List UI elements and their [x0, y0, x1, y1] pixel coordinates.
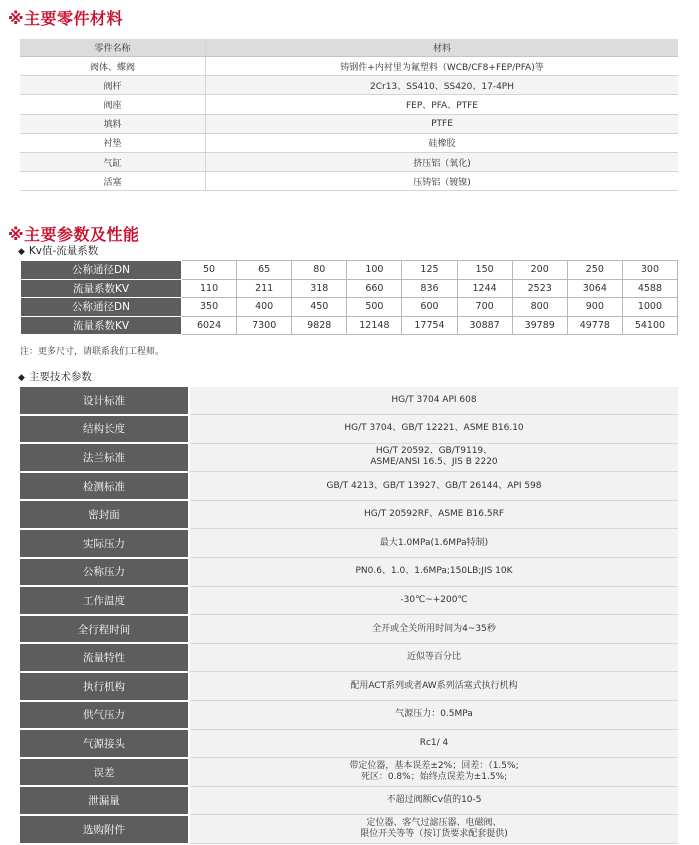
- row-label: 公称通径DN: [21, 261, 182, 280]
- param-value: [189, 387, 678, 415]
- param-value: [189, 758, 678, 787]
- table-row: [20, 443, 678, 472]
- table-cell: 7300: [237, 316, 292, 335]
- table-cell: 900: [567, 298, 622, 317]
- param-value: [189, 643, 678, 672]
- table-cell: 1244: [457, 279, 512, 298]
- part-name: 填料: [20, 114, 206, 133]
- part-name: 阀杆: [20, 76, 206, 95]
- part-material: 2Cr13、SS410、SS420、17-4PH: [206, 76, 679, 95]
- table-cell: 9828: [292, 316, 347, 335]
- param-value: [189, 786, 678, 815]
- param-label: 结构长度: [20, 415, 189, 444]
- table-cell: 6024: [182, 316, 237, 335]
- table-row: [20, 586, 678, 615]
- table-row: [20, 500, 678, 529]
- table-cell: 660: [347, 279, 402, 298]
- table-row: [20, 152, 678, 171]
- part-name: 阀座: [20, 95, 206, 114]
- section2-title: ※主要参数及性能: [8, 225, 140, 244]
- table-row: [20, 114, 678, 133]
- table-row: [20, 76, 678, 95]
- param-label: 气源接头: [20, 729, 189, 758]
- part-material: PTFE: [206, 114, 679, 133]
- table-cell: 250: [567, 261, 622, 280]
- param-value-line: 限位开关等等（按订货要求配套提供): [360, 829, 508, 840]
- table-row: [20, 729, 678, 758]
- tech-subtitle-text: 主要技术参数: [28, 371, 92, 383]
- param-value: [189, 729, 678, 758]
- table-row: [20, 472, 678, 501]
- part-material: 压铸铝（镀镍): [206, 172, 679, 191]
- param-value: [189, 415, 678, 444]
- table-cell: 300: [622, 261, 677, 280]
- param-value: [189, 558, 678, 587]
- table-cell: 17754: [402, 316, 457, 335]
- table-cell: 110: [182, 279, 237, 298]
- param-label: 检测标准: [20, 472, 189, 501]
- param-value-line: 气源压力：0.5MPa: [395, 709, 473, 720]
- table-row: [20, 672, 678, 701]
- param-label: 供气压力: [20, 701, 189, 730]
- table-cell: 49778: [567, 316, 622, 335]
- table-row: [20, 529, 678, 558]
- table-cell: 836: [402, 279, 457, 298]
- table-row: [21, 261, 678, 280]
- table-cell: 100: [347, 261, 402, 280]
- table-cell: 50: [182, 261, 237, 280]
- param-value-line: 近似等百分比: [406, 652, 461, 663]
- param-label: 公称压力: [20, 558, 189, 587]
- table-row: [20, 758, 678, 787]
- table-row: [20, 415, 678, 444]
- param-label: 泄漏量: [20, 786, 189, 815]
- table-cell: 400: [237, 298, 292, 317]
- tech-subtitle: [18, 369, 92, 384]
- table-row: [20, 786, 678, 815]
- kv-subtitle: [18, 243, 98, 258]
- table-row: [20, 615, 678, 644]
- part-name: 活塞: [20, 172, 206, 191]
- table-cell: 211: [237, 279, 292, 298]
- table-cell: 1000: [622, 298, 677, 317]
- table-cell: 39789: [512, 316, 567, 335]
- table-cell: 800: [512, 298, 567, 317]
- param-label: 工作温度: [20, 586, 189, 615]
- table-row: [21, 298, 678, 317]
- param-value-line: PN0.6、1.0、1.6MPa;150LB;JIS 10K: [355, 566, 513, 577]
- kv-subtitle-text: Kv值-流量系数: [28, 245, 99, 257]
- param-value: [189, 529, 678, 558]
- table-row: [20, 815, 678, 844]
- table-header-row: [20, 39, 678, 57]
- param-value-line: HG/T 20592RF、ASME B16.5RF: [363, 509, 505, 520]
- table-cell: 700: [457, 298, 512, 317]
- param-value: [189, 586, 678, 615]
- diamond-bullet-icon: ◆: [18, 373, 25, 383]
- column-header: 材料: [206, 39, 679, 57]
- diamond-bullet-icon: ◆: [18, 247, 25, 257]
- param-label: 密封面: [20, 500, 189, 529]
- table-cell: 500: [347, 298, 402, 317]
- param-value-line: 定位器、客气过滤压器、电磁阀、: [366, 818, 502, 829]
- param-value-line: 配用ACT系列或者AW系列活塞式执行机构: [350, 680, 518, 691]
- param-value-line: 最大1.0MPa(1.6MPa特制): [379, 537, 489, 548]
- table-row: [20, 387, 678, 415]
- row-label: 流量系数KV: [21, 316, 182, 335]
- param-value: [189, 615, 678, 644]
- footnote: 注：更多尺寸，请联系我们工程师。: [20, 347, 165, 357]
- param-value-line: HG/T 3704、GB/T 12221、ASME B16.10: [344, 423, 524, 434]
- param-value: [189, 701, 678, 730]
- param-value-line: HG/T 3704 API 608: [391, 395, 477, 406]
- row-label: 公称通径DN: [21, 298, 182, 317]
- tech-params-table: [20, 387, 678, 845]
- param-value-line: Rc1/ 4: [419, 737, 449, 748]
- param-label: 执行机构: [20, 672, 189, 701]
- table-cell: 3064: [567, 279, 622, 298]
- row-label: 流量系数KV: [21, 279, 182, 298]
- part-material: 硅橡胶: [206, 133, 679, 152]
- table-cell: 65: [237, 261, 292, 280]
- param-value: [189, 472, 678, 501]
- table-row: [20, 701, 678, 730]
- table-cell: 318: [292, 279, 347, 298]
- table-cell: 125: [402, 261, 457, 280]
- table-cell: 2523: [512, 279, 567, 298]
- table-cell: 150: [457, 261, 512, 280]
- materials-table: [20, 39, 678, 191]
- table-row: [20, 172, 678, 191]
- param-value-line: GB/T 4213、GB/T 13927、GB/T 26144、API 598: [326, 480, 542, 491]
- param-value-line: 不超过阀额Cv值的10-5: [386, 795, 482, 806]
- param-value-line: HG/T 20592、GB/T9119、: [375, 446, 493, 457]
- part-material: FEP、PFA、PTFE: [206, 95, 679, 114]
- part-name: 阀体、蝶阀: [20, 57, 206, 76]
- table-row: [20, 133, 678, 152]
- table-cell: 600: [402, 298, 457, 317]
- part-name: 气缸: [20, 152, 206, 171]
- param-value-line: ASME/ANSI 16.5、JIS B 2220: [370, 457, 498, 468]
- kv-table: [20, 260, 678, 335]
- table-row: [21, 279, 678, 298]
- param-value-line: 带定位器，基本误差±2%；回差：（1.5%;: [349, 761, 519, 772]
- param-value-line: 全开或全关所用时间为4~35秒: [372, 623, 496, 634]
- table-cell: 12148: [347, 316, 402, 335]
- param-label: 误差: [20, 758, 189, 787]
- table-cell: 80: [292, 261, 347, 280]
- table-cell: 350: [182, 298, 237, 317]
- param-value-line: 死区：0.8%；始终点误差为±1.5%;: [360, 772, 508, 783]
- table-row: [20, 643, 678, 672]
- table-row: [21, 316, 678, 335]
- param-label: 选购附件: [20, 815, 189, 844]
- param-value: [189, 443, 678, 472]
- param-value: [189, 672, 678, 701]
- param-label: 全行程时间: [20, 615, 189, 644]
- param-label: 设计标准: [20, 387, 189, 415]
- column-header: 零件名称: [20, 39, 206, 57]
- part-material: 挤压铝（氧化): [206, 152, 679, 171]
- param-label: 实际压力: [20, 529, 189, 558]
- param-value-line: -30℃~+200℃: [400, 594, 468, 605]
- table-cell: 54100: [622, 316, 677, 335]
- param-value: [189, 815, 678, 844]
- param-label: 流量特性: [20, 643, 189, 672]
- param-value: [189, 500, 678, 529]
- table-row: [20, 57, 678, 76]
- section1-title: ※主要零件材料: [8, 9, 124, 28]
- part-material: 铸钢件+内衬里为氟塑料（WCB/CF8+FEP/PFA)等: [206, 57, 679, 76]
- table-row: [20, 558, 678, 587]
- table-cell: 450: [292, 298, 347, 317]
- table-cell: 200: [512, 261, 567, 280]
- param-label: 法兰标准: [20, 443, 189, 472]
- table-row: [20, 95, 678, 114]
- table-cell: 30887: [457, 316, 512, 335]
- part-name: 衬垫: [20, 133, 206, 152]
- table-cell: 4588: [622, 279, 677, 298]
